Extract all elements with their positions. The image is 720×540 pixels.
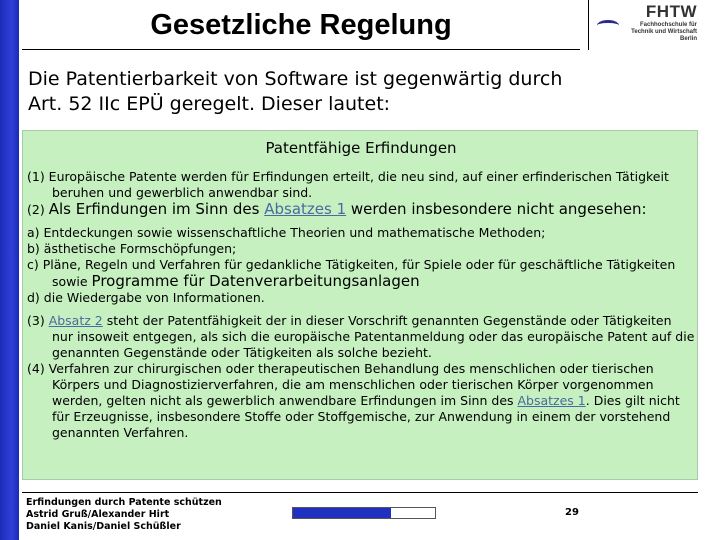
paragraph-2 (27, 201, 695, 218)
paragraph-2-text: Als Erfindungen im Sinn des (48, 200, 265, 218)
logo-subtitle (609, 22, 697, 43)
link-absatz-1[interactable]: Absatzes 1 (517, 393, 586, 408)
law-paragraphs (27, 169, 695, 441)
spacer (27, 306, 695, 313)
intro-line: Die Patentierbarkeit von Software ist gegenwärtig durch (28, 68, 563, 90)
logo-subtitle-line: Technik und Wirtschaft (631, 29, 697, 35)
list-item-c (27, 257, 695, 290)
paragraph-1: (1) Europäische Patente werden für Erfindungen erteilt, die neu sind, auf einer erfinderischen Tätigkeit beruhen und gewerblich anwendbar sind. (27, 169, 669, 200)
paragraph-4-text-end: . Dies gilt nicht für Erzeugnisse, insbesondere Stoffe oder Stoffgemische, zur Anwendung in einem der vorstehend genannten Verfahren. (52, 393, 680, 440)
paragraph-2-number: (2) (27, 202, 49, 217)
footer-line: Astrid Gruß/Alexander Hirt (26, 509, 170, 520)
list-item-b: b) ästhetische Formschöpfungen; (27, 241, 237, 256)
list-item-c-highlight: Programme für Datenverarbeitungsanlagen (91, 272, 420, 290)
slide-title: Gesetzliche Regelung (150, 9, 452, 41)
left-accent-bar (0, 0, 19, 540)
page-number: 29 (565, 507, 579, 518)
slide-progress-fill (293, 508, 391, 518)
footer-divider (22, 492, 698, 493)
title-divider (22, 49, 580, 50)
spacer (27, 218, 695, 225)
list-item-d: d) die Wiedergabe von Informationen. (27, 290, 265, 305)
paragraph-3-number: (3) (27, 313, 49, 328)
paragraph-3 (27, 313, 695, 361)
box-title: Patentfähige Erfindungen (265, 139, 457, 157)
list-item-a: a) Entdeckungen sowie wissenschaftliche Theorien und mathematische Methoden; (27, 225, 546, 240)
logo-subtitle-line: Fachhochschule für (639, 22, 697, 28)
logo-subtitle-line: Berlin (679, 36, 697, 42)
footer-credits (26, 497, 222, 533)
paragraph-2-text-end: werden insbesondere nicht angesehen: (346, 200, 647, 218)
fhtw-logo (588, 0, 700, 50)
footer-line: Erfindungen durch Patente schützen (26, 497, 222, 508)
intro-text (28, 67, 688, 117)
link-absatz-2[interactable]: Absatz 2 (48, 313, 103, 328)
paragraph-3-text: steht der Patentfähigkeit der in dieser Vorschrift genannten Gegenstände oder Tätigkeiten nur insoweit entgegen, als sich die europäische Patentanmeldung oder das europäische Patent auf die genannten Gegenstände oder Tätigkeiten als solche bezieht. (52, 313, 695, 360)
list-item-c-text: c) Pläne, Regeln und Verfahren für gedankliche Tätigkeiten, für Spiele oder für geschäftliche Tätigkeiten sowie (27, 257, 676, 289)
law-text-box (22, 130, 698, 480)
slide-progress-bar (292, 507, 436, 519)
link-absatz-1[interactable]: Absatzes 1 (264, 200, 347, 218)
intro-line: Art. 52 IIc EPÜ geregelt. Dieser lautet: (28, 93, 391, 115)
paragraph-4 (27, 361, 695, 441)
logo-name: FHTW (645, 2, 697, 21)
paragraph-4-text: (4) Verfahren zur chirurgischen oder therapeutischen Behandlung des menschlichen oder tierischen Körpers und Diagnostizierverfahren, die am menschlichen oder tierischen Körper vorgenommen werden, gelten nicht als gewerblich anwendbare Erfindungen im Sinn des (27, 361, 654, 408)
footer-line: Daniel Kanis/Daniel Schüßler (26, 521, 181, 532)
